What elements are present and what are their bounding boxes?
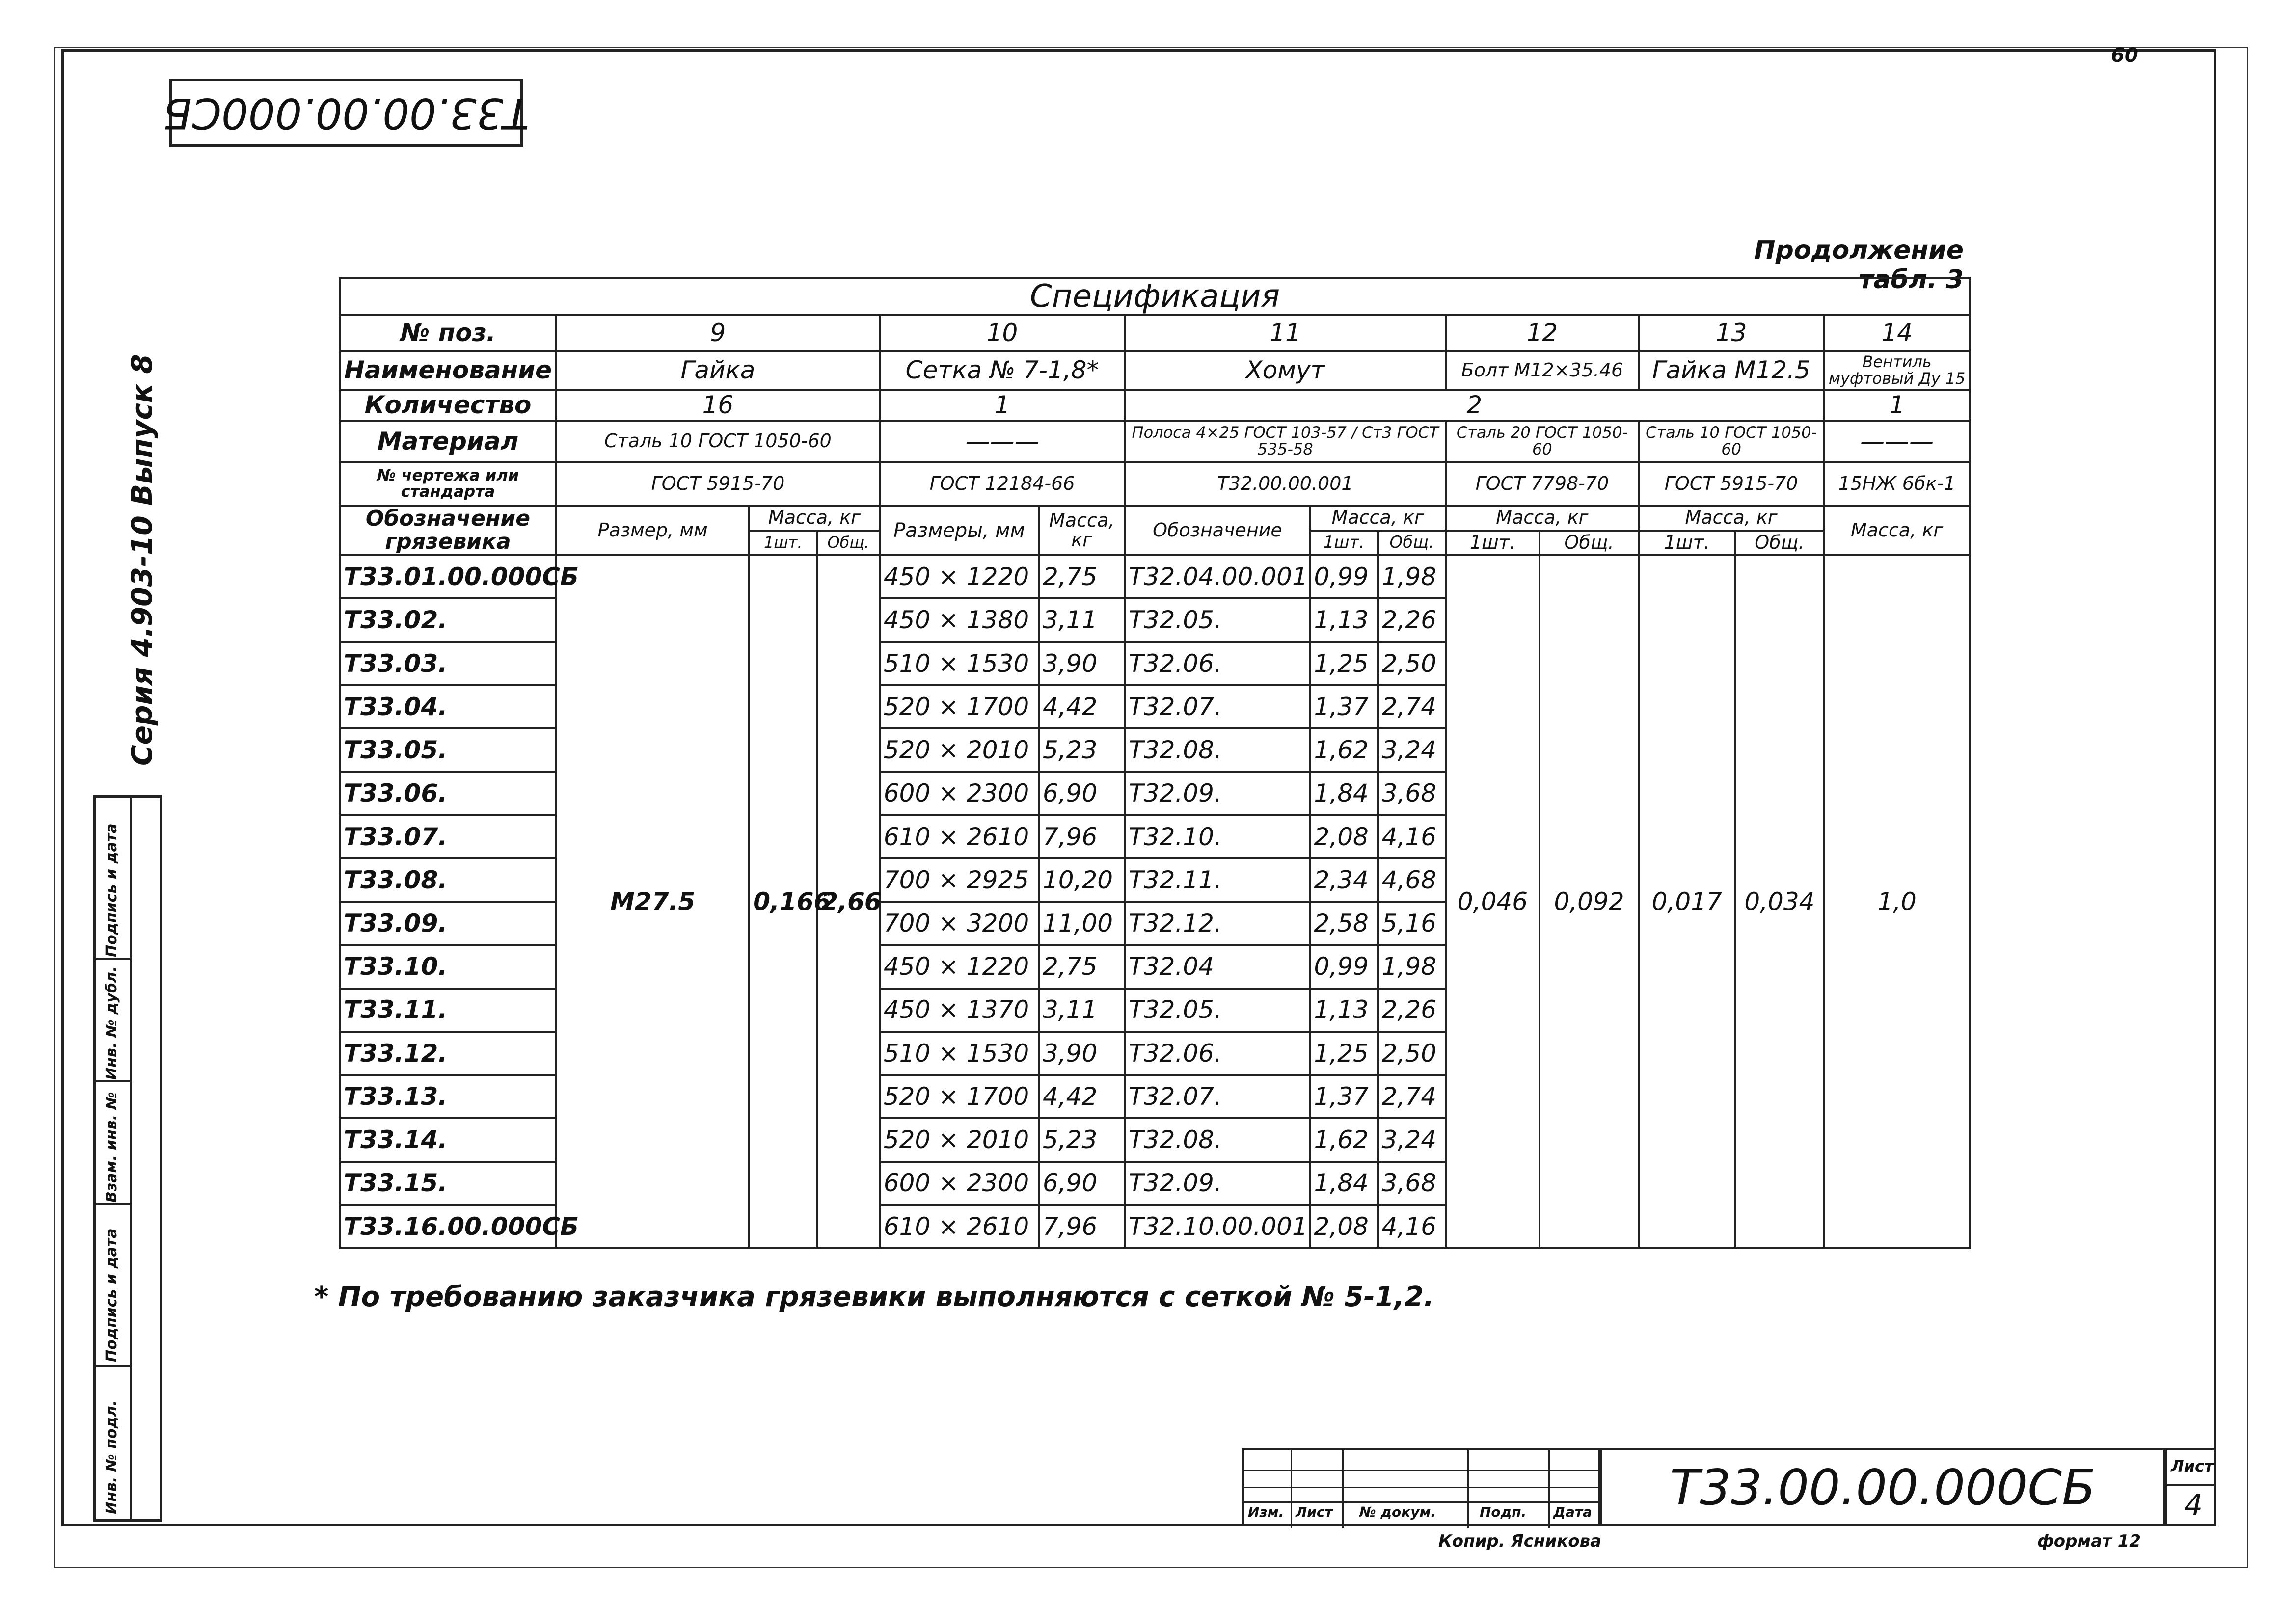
designation-cell: Т33.10.	[340, 945, 556, 988]
footnote: * По требованию заказчика грязевики выполняются с сеткой № 5-1,2.	[314, 1281, 1434, 1313]
clamp-designation-cell: Т32.10.00.001	[1125, 1205, 1310, 1248]
mesh-mass-cell: 6,90	[1039, 772, 1125, 815]
clamp-designation-cell: Т32.05.	[1125, 598, 1310, 642]
clamp-total-cell: 4,68	[1378, 858, 1446, 902]
tb-label: Подп.	[1480, 1504, 1527, 1520]
mesh-mass-cell: 6,90	[1039, 1162, 1125, 1205]
mesh-size-cell: 520 × 1700	[880, 685, 1039, 728]
clamp-one-cell: 1,37	[1310, 1075, 1378, 1118]
clamp-one-cell: 2,34	[1310, 858, 1378, 902]
clamp-one-cell: 1,13	[1310, 598, 1378, 642]
revision-grid	[1242, 1448, 1600, 1526]
clamp-total-cell: 2,74	[1378, 1075, 1446, 1118]
clamp-designation-cell: Т32.09.	[1125, 1162, 1310, 1205]
continuation-label: Продолжение табл. 3	[1754, 236, 1964, 294]
designation-cell: Т33.09.	[340, 902, 556, 945]
tb-label: Изм.	[1248, 1504, 1284, 1520]
side-strip	[93, 795, 162, 1522]
qty-cell: 16	[556, 390, 880, 421]
c12-mass-header: Масса, кг	[1446, 506, 1639, 531]
strip-label: Подпись и дата	[103, 1228, 120, 1362]
name-cell: Хомут	[1125, 351, 1446, 390]
mesh-mass-cell: 2,75	[1039, 945, 1125, 988]
clamp-designation-cell: Т32.06.	[1125, 1032, 1310, 1075]
clamp-total-cell: 5,16	[1378, 902, 1446, 945]
format-label: формат 12	[2037, 1531, 2141, 1551]
mesh-size-cell: 450 × 1220	[880, 945, 1039, 988]
c14-mass-header: Масса, кг	[1824, 506, 1970, 555]
qty-cell: 2	[1125, 390, 1824, 421]
table-body	[340, 555, 1970, 1248]
clamp-one-cell: 1,62	[1310, 1118, 1378, 1161]
clamp-total-cell: 3,24	[1378, 1118, 1446, 1161]
mesh-size-cell: 520 × 1700	[880, 1075, 1039, 1118]
mesh-size-cell: 520 × 2010	[880, 728, 1039, 772]
designation-cell: Т33.02.	[340, 598, 556, 642]
qty-cell: 1	[1824, 390, 1970, 421]
page-number: 60	[2111, 44, 2138, 67]
mesh-size-cell: 610 × 2610	[880, 815, 1039, 858]
clamp-designation-cell: Т32.06.	[1125, 642, 1310, 685]
one-piece-header: 1шт.	[749, 531, 817, 556]
pos-cell: 14	[1824, 315, 1970, 351]
mesh-size-cell: 520 × 2010	[880, 1118, 1039, 1161]
drawing-cell: ГОСТ 5915-70	[1639, 462, 1824, 506]
material-cell: Сталь 10 ГОСТ 1050-60	[556, 421, 880, 462]
clamp-designation-cell: Т32.04.00.001	[1125, 555, 1310, 598]
name-cell: Сетка № 7-1,8*	[880, 351, 1125, 390]
name-cell: Гайка М12.5	[1639, 351, 1824, 390]
pos-cell: 12	[1446, 315, 1639, 351]
clamp-designation-cell: Т32.08.	[1125, 728, 1310, 772]
mesh-mass-cell: 3,11	[1039, 989, 1125, 1032]
clamp-designation-cell: Т32.07.	[1125, 1075, 1310, 1118]
clamp-one-cell: 1,37	[1310, 685, 1378, 728]
clamp-total-cell: 2,74	[1378, 685, 1446, 728]
tb-label: Дата	[1553, 1504, 1592, 1520]
drawing-cell: ГОСТ 12184-66	[880, 462, 1125, 506]
name-cell: Болт М12×35.46	[1446, 351, 1639, 390]
drawing-cell: ГОСТ 5915-70	[556, 462, 880, 506]
mesh-mass-cell: 7,96	[1039, 815, 1125, 858]
mesh-size-cell: 700 × 3200	[880, 902, 1039, 945]
pos-label: № поз.	[340, 315, 556, 351]
c13-total-merged: 0,034	[1735, 555, 1824, 1248]
mesh-mass-cell: 7,96	[1039, 1205, 1125, 1248]
c13-mass-header: Масса, кг	[1639, 506, 1824, 531]
clamp-total-cell: 3,68	[1378, 1162, 1446, 1205]
qty-label: Количество	[340, 390, 556, 421]
designation-cell: Т33.11.	[340, 989, 556, 1032]
c14-mass-merged: 1,0	[1824, 555, 1970, 1248]
grid-line	[1342, 1450, 1344, 1528]
clamp-one-cell: 0,99	[1310, 555, 1378, 598]
material-cell: ———	[880, 421, 1125, 462]
mesh-size-cell: 450 × 1380	[880, 598, 1039, 642]
clamp-one-cell: 1,25	[1310, 1032, 1378, 1075]
mesh-mass-cell: 3,11	[1039, 598, 1125, 642]
clamp-one-cell: 1,84	[1310, 772, 1378, 815]
name-label: Наименование	[340, 351, 556, 390]
mesh-size-cell: 510 × 1530	[880, 1032, 1039, 1075]
one-piece-header: 1шт.	[1446, 531, 1540, 556]
grid-line	[1244, 1487, 1602, 1488]
grid-line	[1244, 1470, 1602, 1471]
grid-line	[2167, 1484, 2215, 1486]
material-cell: Полоса 4×25 ГОСТ 103-57 / Ст3 ГОСТ 535-58	[1125, 421, 1446, 462]
c12-total-merged: 0,092	[1540, 555, 1639, 1248]
designation-cell: Т33.05.	[340, 728, 556, 772]
designation-cell: Т33.08.	[340, 858, 556, 902]
qty-cell: 1	[880, 390, 1125, 421]
series-label: Серия 4.903-10 Выпуск 8	[125, 354, 159, 766]
mesh-size-cell: 700 × 2925	[880, 858, 1039, 902]
clamp-total-cell: 1,98	[1378, 945, 1446, 988]
c9-size-header: Размер, мм	[556, 506, 749, 555]
total-header: Общ.	[1735, 531, 1824, 556]
strip-label: Инв. № подл.	[103, 1400, 120, 1514]
drawing-label: № чертежа или стандарта	[340, 462, 556, 506]
total-header: Общ.	[1378, 531, 1446, 556]
c10-size-header: Размеры, мм	[880, 506, 1039, 555]
sheet-number: 4	[2184, 1488, 2203, 1523]
c13-one-merged: 0,017	[1639, 555, 1735, 1248]
designation-cell: Т33.01.00.000СБ	[340, 555, 556, 598]
clamp-one-cell: 2,58	[1310, 902, 1378, 945]
clamp-one-cell: 1,13	[1310, 989, 1378, 1032]
document-code: Т33.00.00.000СБ	[1600, 1448, 2165, 1526]
drawing-cell: Т32.00.00.001	[1125, 462, 1446, 506]
clamp-total-cell: 3,24	[1378, 728, 1446, 772]
sheet-box	[2165, 1448, 2216, 1526]
clamp-designation-cell: Т32.10.	[1125, 815, 1310, 858]
clamp-total-cell: 2,50	[1378, 1032, 1446, 1075]
pos-cell: 11	[1125, 315, 1446, 351]
sheet-label: Лист	[2171, 1457, 2214, 1475]
copied-by: Копир. Ясникова	[1438, 1531, 1602, 1551]
drawing-cell: 15НЖ 6бк-1	[1824, 462, 1970, 506]
strip-label: Подпись и дата	[103, 823, 120, 957]
designation-cell: Т33.12.	[340, 1032, 556, 1075]
tb-label: Лист	[1296, 1504, 1333, 1520]
clamp-designation-cell: Т32.11.	[1125, 858, 1310, 902]
clamp-one-cell: 1,25	[1310, 642, 1378, 685]
c9-size-merged: М27.5	[556, 555, 749, 1248]
mesh-size-cell: 450 × 1220	[880, 555, 1039, 598]
mesh-size-cell: 600 × 2300	[880, 772, 1039, 815]
designation-cell: Т33.13.	[340, 1075, 556, 1118]
designation-cell: Т33.04.	[340, 685, 556, 728]
clamp-designation-cell: Т32.07.	[1125, 685, 1310, 728]
designation-cell: Т33.14.	[340, 1118, 556, 1161]
strip-label: Инв. № дубл.	[103, 966, 120, 1080]
clamp-designation-cell: Т32.05.	[1125, 989, 1310, 1032]
strip-label: Взам. инв. №	[103, 1092, 120, 1203]
material-cell: ———	[1824, 421, 1970, 462]
one-piece-header: 1шт.	[1639, 531, 1735, 556]
total-header: Общ.	[1540, 531, 1639, 556]
pos-cell: 13	[1639, 315, 1824, 351]
mesh-size-cell: 600 × 2300	[880, 1162, 1039, 1205]
mesh-mass-cell: 11,00	[1039, 902, 1125, 945]
c12-one-merged: 0,046	[1446, 555, 1540, 1248]
one-piece-header: 1шт.	[1310, 531, 1378, 556]
pos-cell: 10	[880, 315, 1125, 351]
designation-cell: Т33.15.	[340, 1162, 556, 1205]
clamp-one-cell: 1,62	[1310, 728, 1378, 772]
c10-mass-header: Масса, кг	[1039, 506, 1125, 555]
clamp-one-cell: 0,99	[1310, 945, 1378, 988]
pos-cell: 9	[556, 315, 880, 351]
designation-cell: Т33.07.	[340, 815, 556, 858]
grid-line	[1548, 1450, 1550, 1528]
table-title: Спецификация	[340, 278, 1970, 315]
clamp-designation-cell: Т32.12.	[1125, 902, 1310, 945]
designation-header: Обозначение грязевика	[340, 506, 556, 555]
clamp-designation-cell: Т32.08.	[1125, 1118, 1310, 1161]
clamp-one-cell: 2,08	[1310, 1205, 1378, 1248]
specification-table	[339, 277, 1971, 1249]
c11-designation-header: Обозначение	[1125, 506, 1310, 555]
mesh-mass-cell: 4,42	[1039, 685, 1125, 728]
name-cell: Вентиль муфтовый Ду 15	[1824, 351, 1970, 390]
clamp-total-cell: 3,68	[1378, 772, 1446, 815]
grid-line	[1244, 1501, 1602, 1503]
material-cell: Сталь 10 ГОСТ 1050-60	[1639, 421, 1824, 462]
clamp-total-cell: 1,98	[1378, 555, 1446, 598]
clamp-total-cell: 2,26	[1378, 598, 1446, 642]
mesh-size-cell: 510 × 1530	[880, 642, 1039, 685]
mesh-mass-cell: 5,23	[1039, 1118, 1125, 1161]
c11-mass-header: Масса, кг	[1310, 506, 1446, 531]
mesh-mass-cell: 3,90	[1039, 1032, 1125, 1075]
clamp-total-cell: 4,16	[1378, 815, 1446, 858]
grid-line	[1467, 1450, 1469, 1528]
c9-mass-header: Масса, кг	[749, 506, 880, 531]
mesh-mass-cell: 4,42	[1039, 1075, 1125, 1118]
clamp-total-cell: 2,26	[1378, 989, 1446, 1032]
designation-cell: Т33.16.00.000СБ	[340, 1205, 556, 1248]
designation-cell: Т33.03.	[340, 642, 556, 685]
mesh-mass-cell: 2,75	[1039, 555, 1125, 598]
grid-line	[1291, 1450, 1292, 1528]
strip-divider	[130, 798, 132, 1519]
mesh-mass-cell: 3,90	[1039, 642, 1125, 685]
c9-one-merged: 0,166	[749, 555, 817, 1248]
drawing-cell: ГОСТ 7798-70	[1446, 462, 1639, 506]
clamp-designation-cell: Т32.04	[1125, 945, 1310, 988]
clamp-one-cell: 2,08	[1310, 815, 1378, 858]
title-block	[1242, 1448, 2216, 1526]
material-label: Материал	[340, 421, 556, 462]
c9-total-merged: 2,66	[817, 555, 880, 1248]
clamp-one-cell: 1,84	[1310, 1162, 1378, 1205]
mesh-mass-cell: 10,20	[1039, 858, 1125, 902]
clamp-total-cell: 2,50	[1378, 642, 1446, 685]
clamp-total-cell: 4,16	[1378, 1205, 1446, 1248]
mesh-size-cell: 610 × 2610	[880, 1205, 1039, 1248]
tb-label: № докум.	[1359, 1504, 1436, 1520]
material-cell: Сталь 20 ГОСТ 1050-60	[1446, 421, 1639, 462]
mirrored-code-stamp: Т33.00.00.000СБ	[169, 79, 523, 147]
name-cell: Гайка	[556, 351, 880, 390]
mesh-size-cell: 450 × 1370	[880, 989, 1039, 1032]
clamp-designation-cell: Т32.09.	[1125, 772, 1310, 815]
mesh-mass-cell: 5,23	[1039, 728, 1125, 772]
table-row	[340, 555, 1970, 598]
designation-cell: Т33.06.	[340, 772, 556, 815]
total-header: Общ.	[817, 531, 880, 556]
